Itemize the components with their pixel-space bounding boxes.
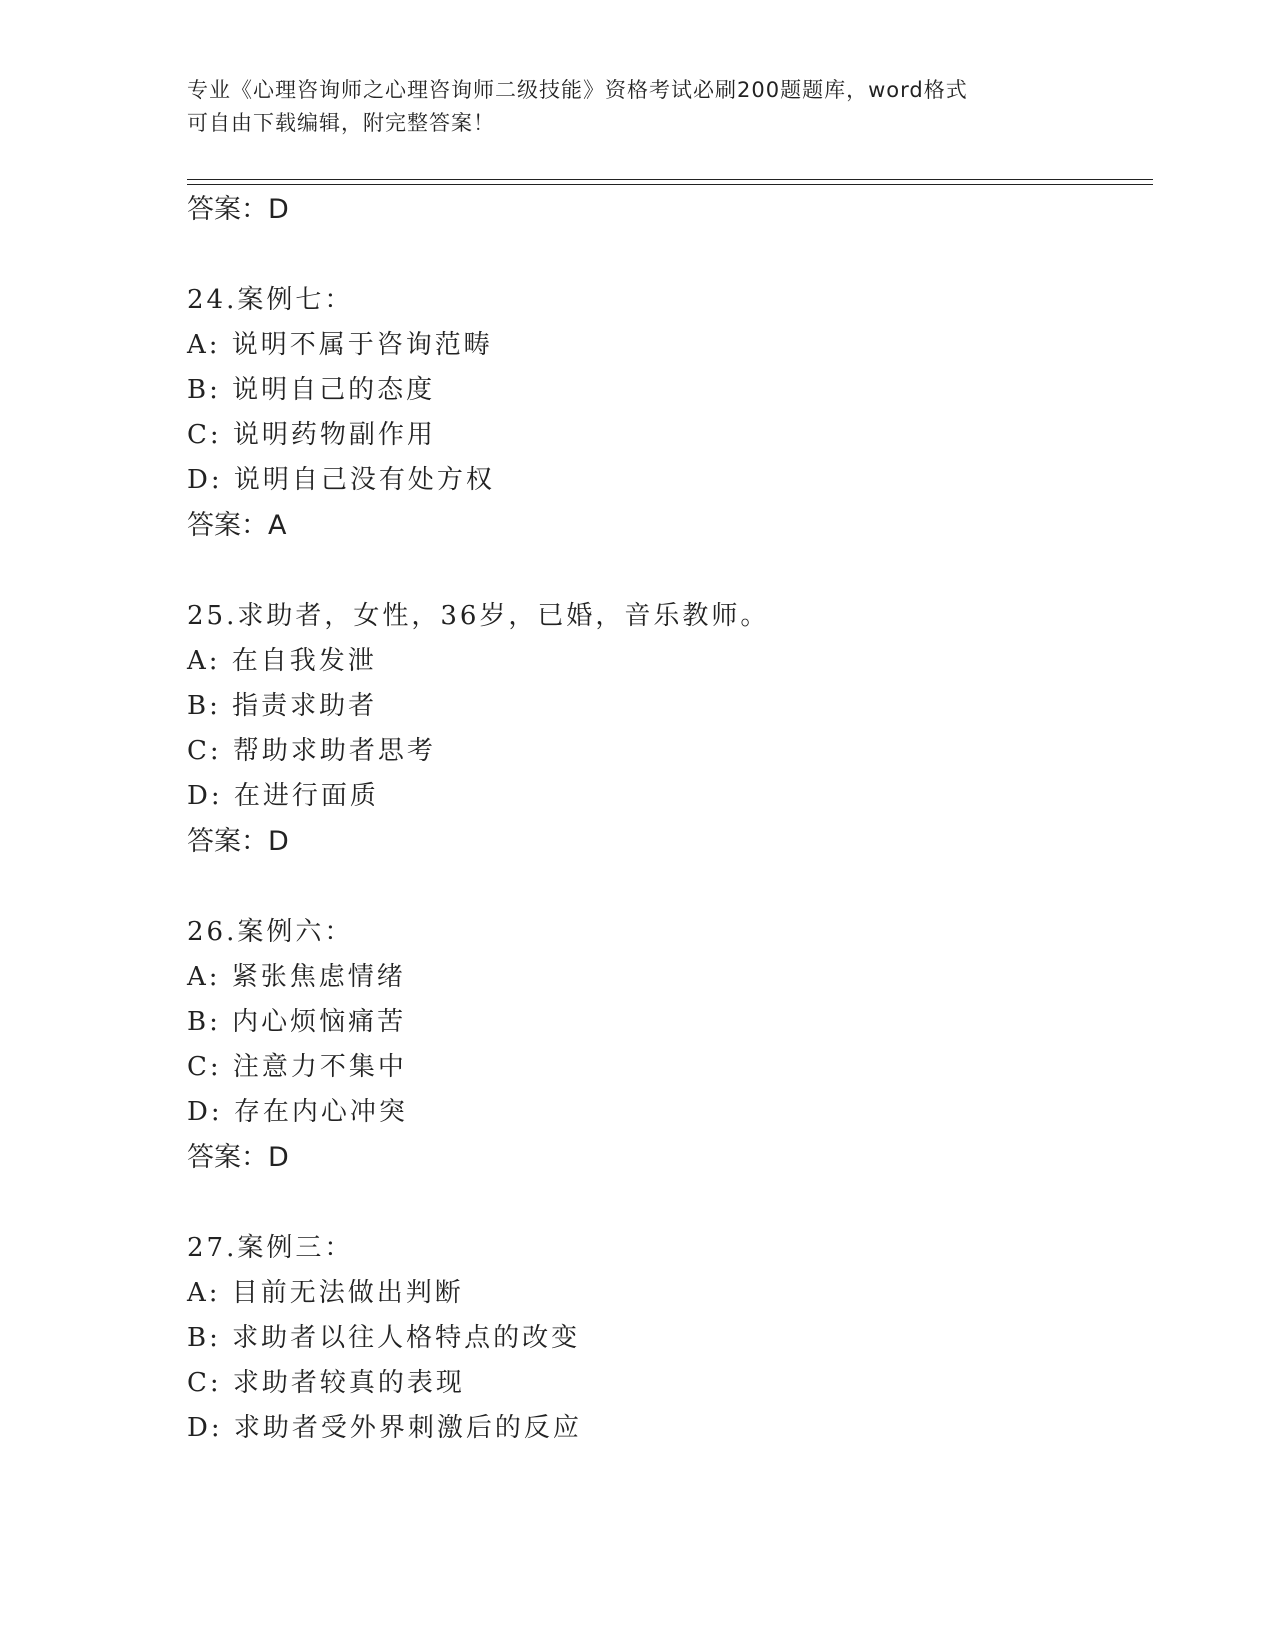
header-line-2: 可自由下载编辑，附完整答案！ xyxy=(187,111,495,135)
spacer xyxy=(187,1180,1147,1226)
answer-line: 答案：D xyxy=(187,1142,289,1173)
answer-line: 答案：D xyxy=(187,826,289,857)
header-line-1: 专业《心理咨询师之心理咨询师二级技能》资格考试必刷200题题库，word格式 xyxy=(187,78,968,102)
question-block xyxy=(187,594,1147,864)
option-a: A: 目前无法做出判断 xyxy=(187,1278,464,1308)
question-block xyxy=(187,1226,1147,1451)
question-block xyxy=(187,278,1147,548)
question-title: 24.案例七： xyxy=(187,285,354,315)
option-a: A: 在自我发泄 xyxy=(187,646,377,676)
question-block xyxy=(187,910,1147,1180)
header-divider xyxy=(187,179,1153,185)
option-c: C: 求助者较真的表现 xyxy=(187,1368,465,1398)
option-d: D: 存在内心冲突 xyxy=(187,1097,408,1127)
spacer xyxy=(187,232,1147,278)
answer-line: 答案：D xyxy=(187,194,289,225)
option-b: B: 指责求助者 xyxy=(187,691,378,721)
spacer xyxy=(187,864,1147,910)
option-c: C: 说明药物副作用 xyxy=(187,420,436,450)
question-title: 27.案例三： xyxy=(187,1233,354,1263)
question-title: 26.案例六： xyxy=(187,917,354,947)
answer-line: 答案：A xyxy=(187,510,287,541)
option-b: B: 求助者以往人格特点的改变 xyxy=(187,1323,581,1353)
option-b: B: 说明自己的态度 xyxy=(187,375,436,405)
option-d: D: 在进行面质 xyxy=(187,781,379,811)
option-a: A: 说明不属于咨询范畴 xyxy=(187,330,493,360)
option-d: D: 说明自己没有处方权 xyxy=(187,465,495,495)
option-d: D: 求助者受外界刺激后的反应 xyxy=(187,1413,582,1443)
document-body xyxy=(187,187,1147,1451)
option-b: B: 内心烦恼痛苦 xyxy=(187,1007,407,1037)
option-a: A: 紧张焦虑情绪 xyxy=(187,962,406,992)
option-c: C: 注意力不集中 xyxy=(187,1052,407,1082)
document-header xyxy=(187,74,1087,140)
spacer xyxy=(187,548,1147,594)
option-c: C: 帮助求助者思考 xyxy=(187,736,436,766)
question-title: 25.求助者，女性，36岁，已婚，音乐教师。 xyxy=(187,601,770,631)
